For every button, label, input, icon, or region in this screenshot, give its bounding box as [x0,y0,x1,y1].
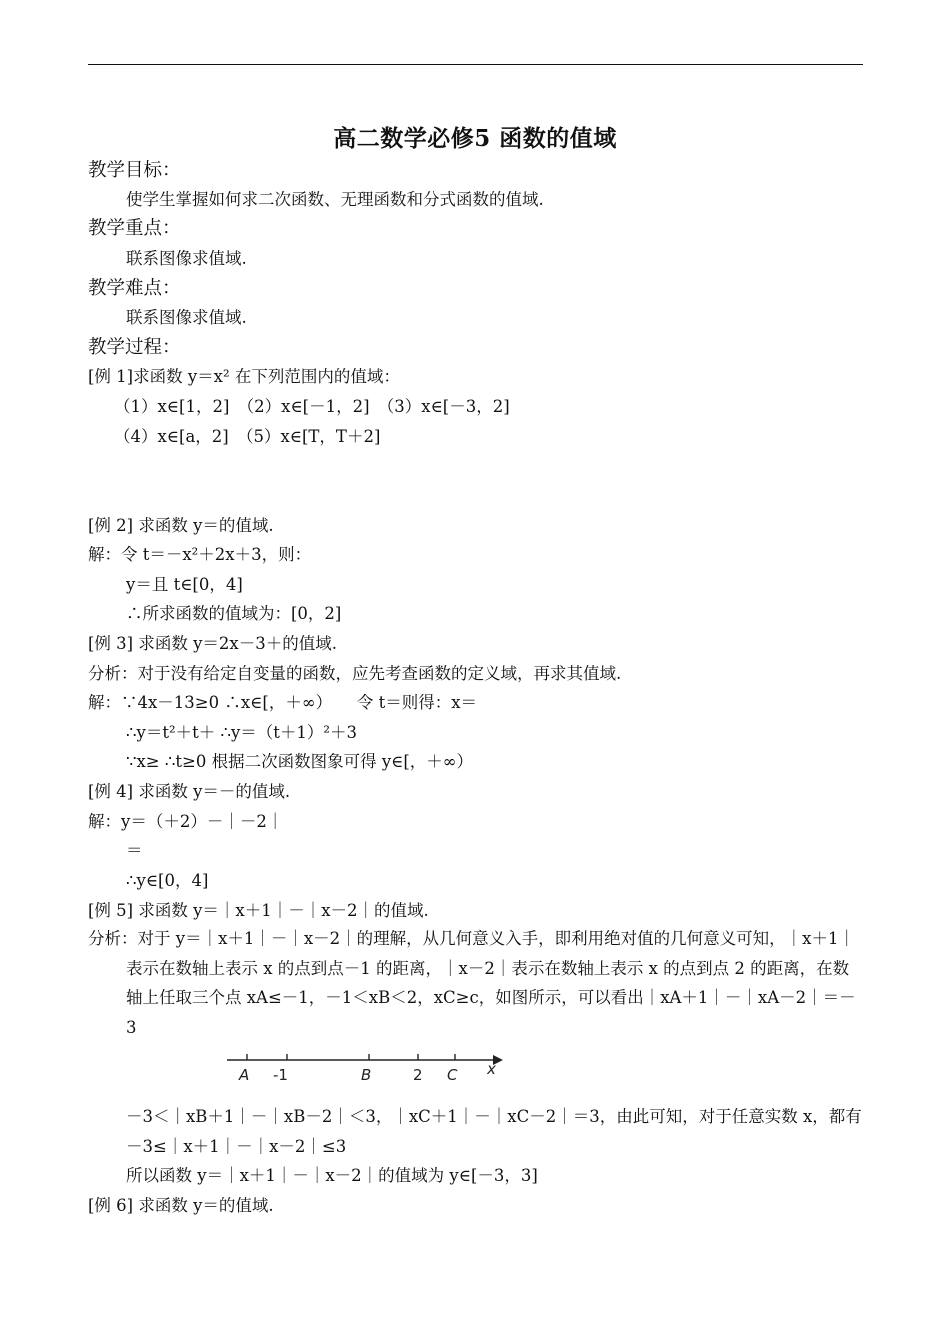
label-a: A [239,1066,250,1084]
example-4-solution-2: ＝ [126,841,143,860]
analysis-text: 分析：对于 y＝｜x＋1｜－｜x－2｜的理解，从几何意义入手，即利用绝对值的几何意义可知，｜x＋1｜表示在数轴上表示 x 的点到点－1 的距离，｜x－2｜表示在数轴上表示 x 的点到点 2 的距离，在数轴上任取三个点 xA≤－1，－1＜xB＜2，xC≥c，如图所示，可以看出｜xA＋1｜－｜xA－2｜＝－3 [88,929,856,1037]
example-3-solution-2: ∴y＝t²＋t＋ ∴y＝（t＋1）²＋3 [126,723,357,742]
label-neg1: -1 [273,1066,288,1084]
example-2: [例 2] 求函数 y＝的值域. [88,516,274,535]
difficulty-text: 联系图像求值域. [126,308,247,327]
example-3-analysis: 分析：对于没有给定自变量的函数，应先考查函数的定义域，再求其值域. [88,664,622,683]
label-x: x [487,1060,496,1078]
example-5-analysis [88,924,863,1042]
process-heading: 教学过程： [88,337,181,358]
key-text: 联系图像求值域. [126,249,247,268]
example-1-items-b: （4）x∈[a，2] （5）x∈[T，T＋2] [114,427,381,446]
example-2-solution-1: 解：令 t＝－x²＋2x＋3，则： [88,545,312,564]
goal-heading: 教学目标： [88,160,181,181]
example-5-conclusion [88,1102,863,1220]
number-line-figure [225,1048,515,1088]
example-2-solution-3: ∴所求函数的值域为：[0，2] [126,604,342,623]
conclusion-text-2: 所以函数 y＝｜x＋1｜－｜x－2｜的值域为 y∈[－3，3] [126,1166,538,1185]
example-4-solution-3: ∴y∈[0，4] [126,871,209,890]
key-heading: 教学重点： [88,218,181,239]
label-2: 2 [413,1066,423,1084]
conclusion-text-1: －3＜｜xB＋1｜－｜xB－2｜＜3，｜xC＋1｜－｜xC－2｜＝3，由此可知，对于任意实数 x，都有－3≤｜x＋1｜－｜x－2｜≤3 [126,1107,862,1156]
page-title: 高二数学必修5 函数的值域 [333,125,617,152]
example-5: [例 5] 求函数 y＝｜x＋1｜－｜x－2｜的值域. [88,901,429,920]
example-1-items-a: （1）x∈[1，2] （2）x∈[－1，2] （3）x∈[－3，2] [114,397,510,416]
example-1: [例 1]求函数 y＝x² 在下列范围内的值域： [88,367,400,386]
example-4-solution-1: 解：y＝（＋2）－｜－2｜ [88,812,284,831]
label-b: B [361,1066,372,1084]
example-2-solution-2: y＝且 t∈[0，4] [126,575,243,594]
example-3-solution-1: 解：∵4x－13≥0 ∴x∈[，＋∞） 令 t＝则得：x＝ [88,693,477,712]
example-4: [例 4] 求函数 y＝－的值域. [88,782,291,801]
example-6: [例 6] 求函数 y＝的值域. [88,1195,274,1215]
example-3: [例 3] 求函数 y＝2x－3＋的值域. [88,634,337,653]
goal-text: 使学生掌握如何求二次函数、无理函数和分式函数的值域. [126,190,544,209]
difficulty-heading: 教学难点： [88,278,181,299]
header-rule [88,64,863,65]
example-3-solution-3: ∵x≥ ∴t≥0 根据二次函数图象可得 y∈[，＋∞） [126,752,474,771]
label-c: C [447,1066,458,1084]
